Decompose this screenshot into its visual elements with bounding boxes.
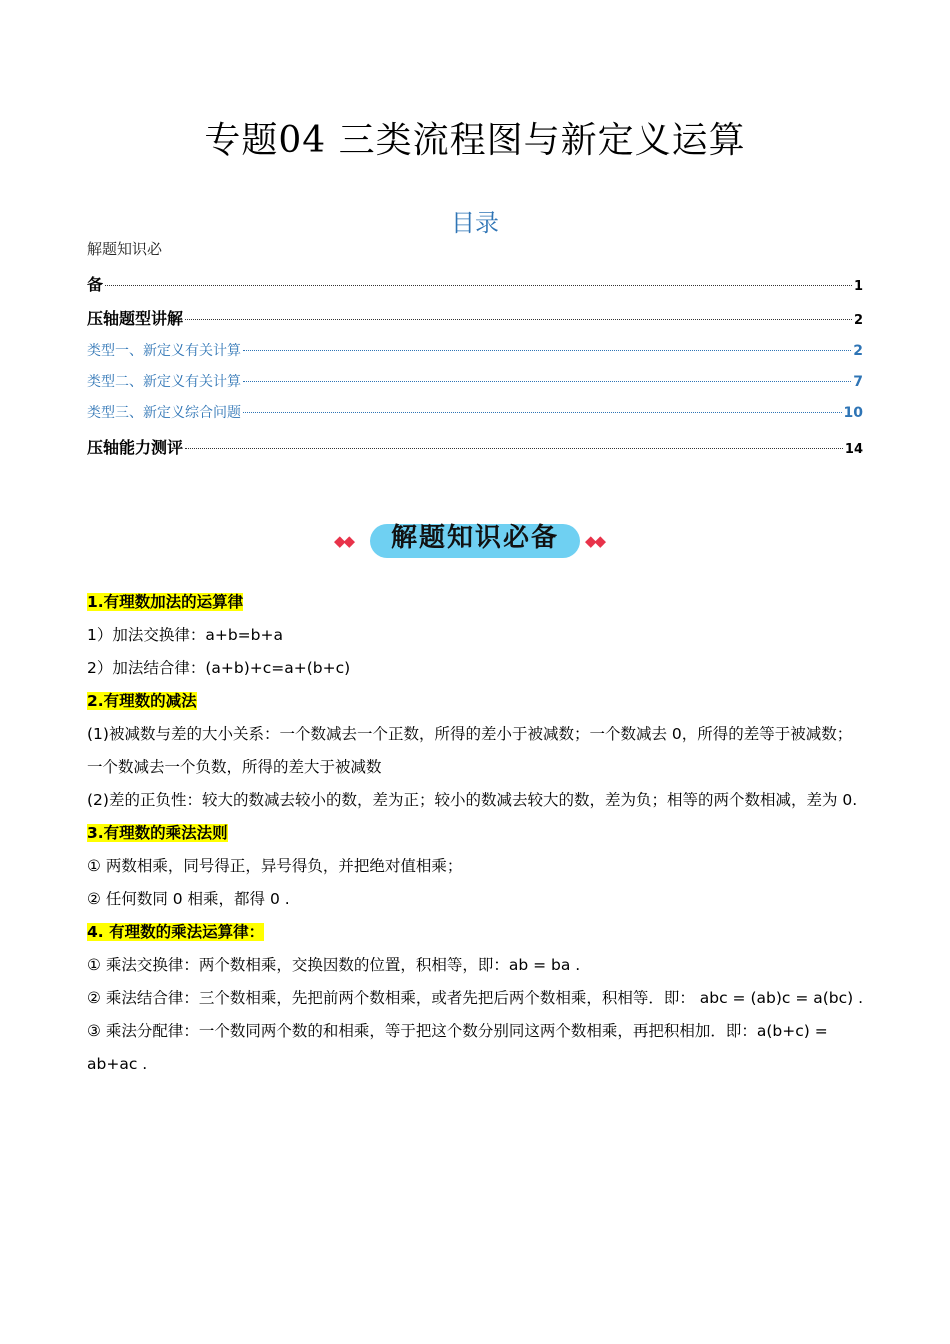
content-line: 2）加法结合律：(a+b)+c=a+(b+c) <box>87 659 351 677</box>
content-line: (1)被减数与差的大小关系：一个数减去一个正数，所得的差小于被减数；一个数减去 0，所得的差等于被减数；一个数减去一个负数，所得的差大于被减数 <box>87 725 853 776</box>
toc-leader <box>105 285 852 286</box>
content-line: ① 乘法交换律：两个数相乘，交换因数的位置，积相等，即：ab = ba . <box>87 956 581 974</box>
toc-entry[interactable] <box>87 340 863 360</box>
content-line: ① 两数相乘，同号得正，异号得负，并把绝对值相乘； <box>87 857 463 875</box>
banner-right-decoration: ◆◆ <box>585 532 605 550</box>
section-heading: 4. 有理数的乘法运算律： <box>87 923 265 941</box>
toc-leader <box>185 319 852 320</box>
toc-entry-label: 压轴能力测评 <box>87 438 184 457</box>
banner-left-decoration: ◆◆ <box>334 532 354 550</box>
toc-leader <box>243 350 851 351</box>
toc-entry[interactable] <box>87 435 863 458</box>
banner-text: 解题知识必备 <box>390 523 559 553</box>
toc-entry-page: 7 <box>853 374 863 390</box>
toc-entry-page: 1 <box>853 279 863 294</box>
toc-leader <box>243 381 851 382</box>
section-heading: 2.有理数的减法 <box>87 692 197 710</box>
toc-entry[interactable] <box>87 402 863 422</box>
content-line: 1）加法交换律：a+b=b+a <box>87 626 283 644</box>
toc-leader <box>243 412 842 413</box>
toc-entry[interactable] <box>87 306 863 329</box>
toc-entry-page: 10 <box>843 405 863 421</box>
section-heading: 1.有理数加法的运算律 <box>87 593 244 611</box>
toc-entry-label: 类型二、新定义有关计算 <box>87 374 241 390</box>
toc-prefix: 解题知识必 <box>87 240 163 258</box>
toc-entry[interactable] <box>87 371 863 391</box>
toc-entry-page: 2 <box>853 313 863 328</box>
section-heading: 3.有理数的乘法法则 <box>87 824 228 842</box>
section-banner <box>0 518 950 562</box>
toc-entry-page: 2 <box>853 343 863 359</box>
toc-entry-label: 类型三、新定义综合问题 <box>87 405 241 421</box>
toc-entry-page: 14 <box>844 442 863 457</box>
content-line: (2)差的正负性：较大的数减去较小的数，差为正；较小的数减去较大的数，差为负；相等的两个数相减，差为 0. <box>87 791 858 809</box>
toc-entry-label: 备 <box>87 275 104 294</box>
content-body <box>87 586 865 1081</box>
content-line: ③ 乘法分配律：一个数同两个数的和相乘，等于把这个数分别同这两个数相乘，再把积相加．即：a(b+c) = ab+ac . <box>87 1022 828 1073</box>
toc-entry[interactable] <box>87 272 863 295</box>
content-line: ② 乘法结合律：三个数相乘，先把前两个数相乘，或者先把后两个数相乘，积相等．即： abc = (ab)c = a(bc) . <box>87 989 864 1007</box>
document-title: 专题04 三类流程图与新定义运算 <box>204 120 746 161</box>
toc-leader <box>185 448 843 449</box>
toc-entry-label: 类型一、新定义有关计算 <box>87 343 241 359</box>
toc-entry-label: 压轴题型讲解 <box>87 309 184 328</box>
content-line: ② 任何数同 0 相乘，都得 0 . <box>87 890 290 908</box>
toc-heading: 目录 <box>451 209 499 237</box>
